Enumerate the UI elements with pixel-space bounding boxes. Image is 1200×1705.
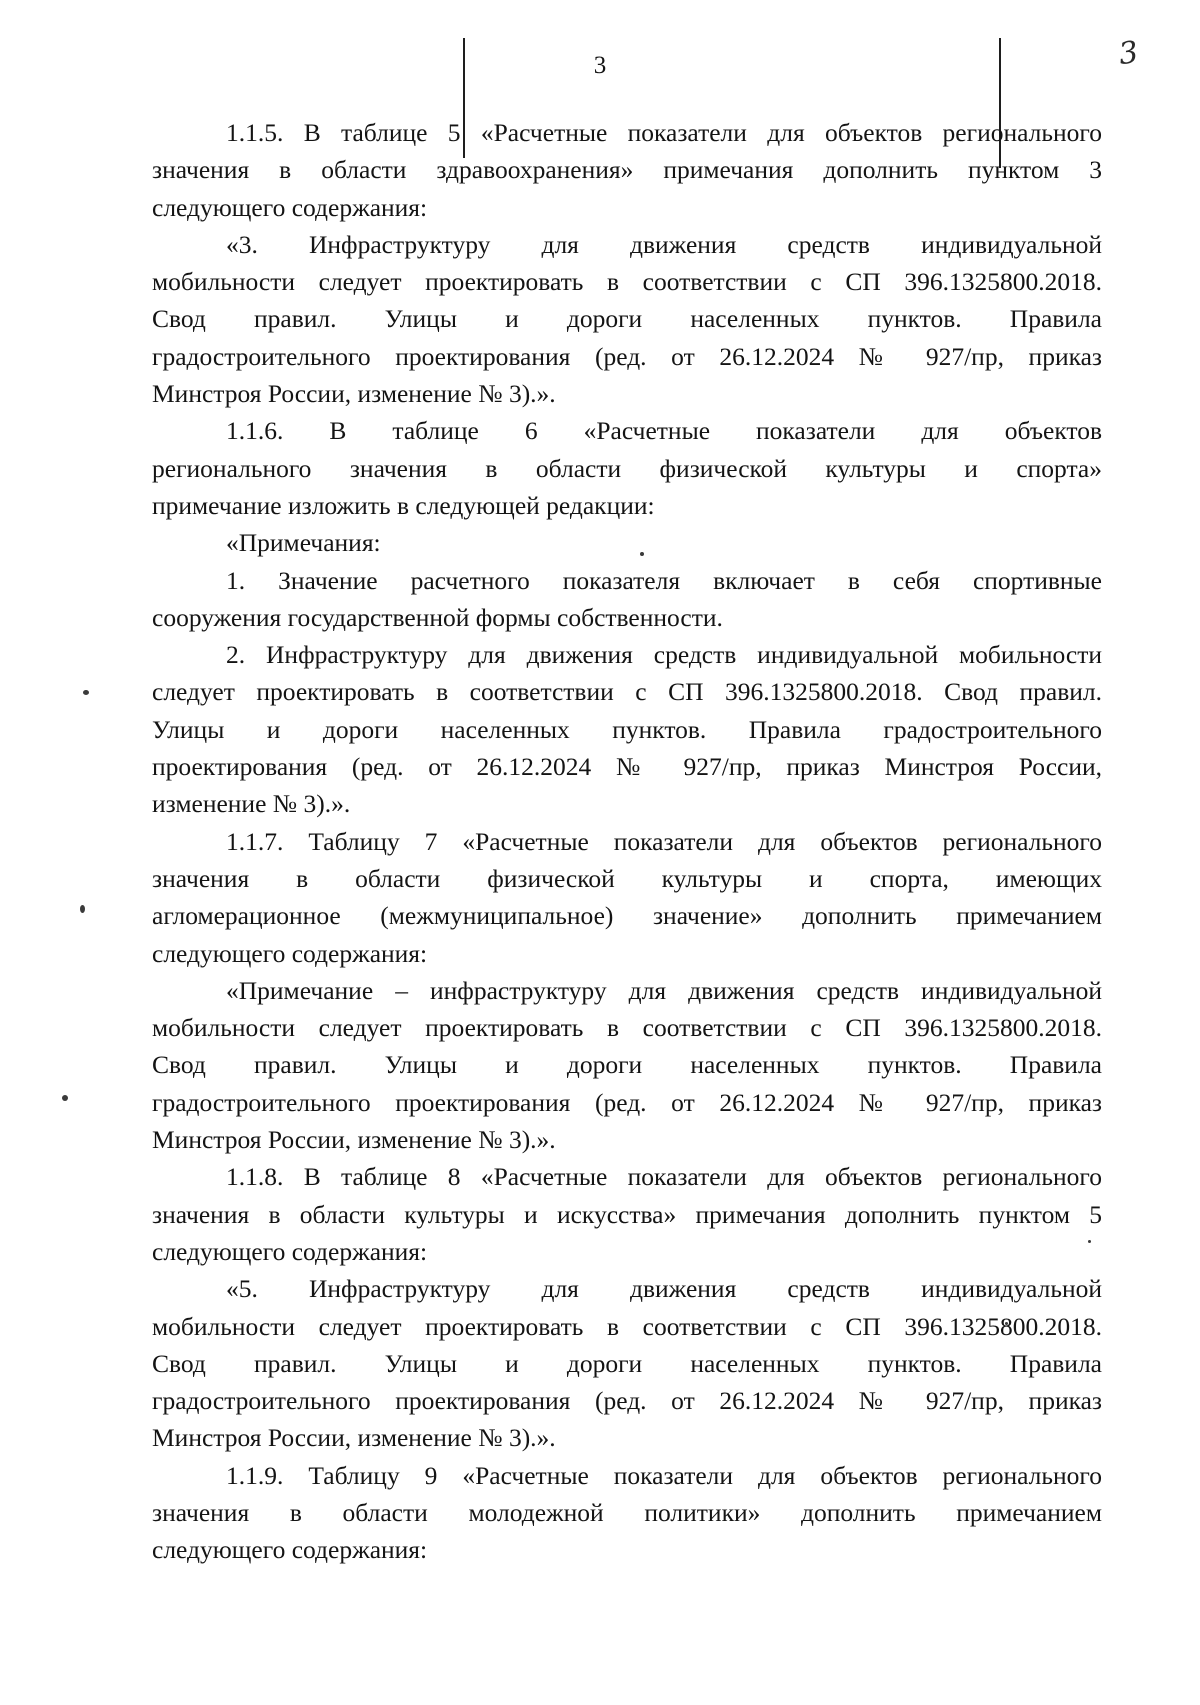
text-line: Минстроя России, изменение № 3).».	[152, 1125, 556, 1155]
scan-speck	[80, 905, 85, 913]
text-line: Улицы и дороги населенных пунктов. Правила градостроительного	[152, 714, 1102, 744]
text-line: следующего содержания:	[152, 1535, 428, 1565]
text-line: проектирования (ред. от 26.12.2024 № 927/пр, приказ Минстроя России,	[152, 752, 1102, 782]
text-line: 1. Значение расчетного показателя включает в себя спортивные	[226, 565, 1102, 595]
text-line: следует проектировать в соответствии с СП 396.1325800.2018. Свод правил.	[152, 677, 1102, 707]
text-line: градостроительного проектирования (ред. от 26.12.2024 № 927/пр, приказ	[152, 341, 1102, 371]
text-line: мобильности следует проектировать в соответствии с СП 396.1325800.2018.	[152, 267, 1102, 297]
text-line: регионального значения в области физической культуры и спорта»	[152, 453, 1102, 483]
handwritten-page-number: 3	[1116, 34, 1141, 73]
text-line: сооружения государственной формы собственности.	[152, 602, 723, 632]
text-line: мобильности следует проектировать в соответствии с СП 396.1325800.2018.	[152, 1013, 1102, 1043]
text-line: «3. Инфраструктуру для движения средств индивидуальной	[226, 229, 1102, 259]
text-line: «5. Инфраструктуру для движения средств индивидуальной	[226, 1274, 1102, 1304]
text-line: 1.1.5. В таблице 5 «Расчетные показатели для объектов регионального	[226, 118, 1102, 147]
text-line: Свод правил. Улицы и дороги населенных пунктов. Правила	[152, 1348, 1102, 1378]
text-line: значения в области молодежной политики» дополнить примечанием	[152, 1497, 1102, 1527]
text-line: 1.1.7. Таблицу 7 «Расчетные показатели для объектов регионального	[226, 826, 1102, 856]
text-line: «Примечание – инфраструктуру для движения средств индивидуальной	[226, 975, 1102, 1005]
text-line: градостроительного проектирования (ред. от 26.12.2024 № 927/пр, приказ	[152, 1386, 1102, 1416]
text-line: мобильности следует проектировать в соответствии с СП 396.1325800.2018.	[152, 1311, 1102, 1341]
text-line: агломерационное (межмуниципальное) значение» дополнить примечанием	[152, 901, 1102, 931]
text-line: Свод правил. Улицы и дороги населенных пунктов. Правила	[152, 304, 1102, 334]
text-line: значения в области здравоохранения» примечания дополнить пунктом 3	[152, 155, 1102, 185]
text-line: градостроительного проектирования (ред. от 26.12.2024 № 927/пр, приказ	[152, 1087, 1102, 1117]
text-line: 1.1.9. Таблицу 9 «Расчетные показатели для объектов регионального	[226, 1460, 1102, 1490]
document-body	[152, 114, 1102, 1569]
text-line: Свод правил. Улицы и дороги населенных пунктов. Правила	[152, 1050, 1102, 1080]
page-number: 3	[593, 52, 607, 79]
text-line: примечание изложить в следующей редакции:	[152, 490, 655, 520]
scan-speck	[62, 1095, 68, 1101]
scan-speck	[83, 690, 89, 695]
text-line: следующего содержания:	[152, 938, 428, 968]
text-line: Минстроя России, изменение № 3).».	[152, 1423, 556, 1453]
text-line: следующего содержания:	[152, 1236, 428, 1266]
text-line: изменение № 3).».	[152, 789, 351, 819]
text-line: 1.1.8. В таблице 8 «Расчетные показатели для объектов регионального	[226, 1162, 1102, 1192]
text-line: 1.1.6. В таблице 6 «Расчетные показатели для объектов	[226, 416, 1102, 446]
text-line: «Примечания:	[226, 528, 381, 558]
text-line: значения в области физической культуры и спорта, имеющих	[152, 863, 1102, 893]
text-line: значения в области культуры и искусства» примечания дополнить пунктом 5	[152, 1199, 1102, 1229]
text-line: следующего содержания:	[152, 192, 428, 222]
text-line: Минстроя России, изменение № 3).».	[152, 379, 556, 409]
text-line: 2. Инфраструктуру для движения средств индивидуальной мобильности	[226, 640, 1102, 670]
